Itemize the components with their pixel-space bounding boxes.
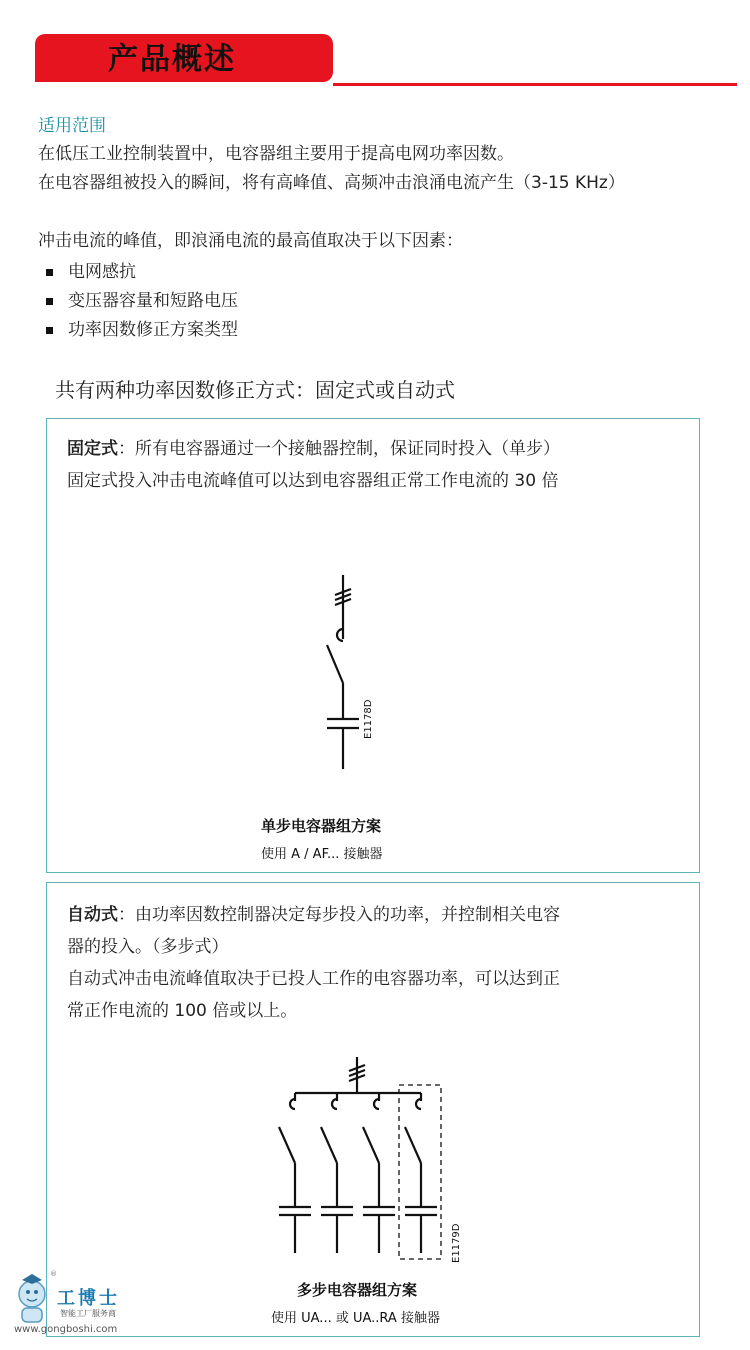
auto-line-4: 常正作电流的 100 倍或以上。 bbox=[67, 1001, 298, 1021]
fixed-caption: 单步电容器组方案 bbox=[261, 817, 382, 835]
scope-label: 适用范围 bbox=[38, 116, 106, 136]
bullet-square-icon bbox=[46, 269, 53, 276]
single-step-capacitor-diagram bbox=[317, 569, 407, 779]
diagram-code: E1178D bbox=[363, 699, 374, 739]
auto-line-2: 器的投入。（多步式） bbox=[67, 937, 229, 957]
list-item: 变压器容量和短路电压 bbox=[46, 287, 238, 316]
diagram-code: E1179D bbox=[451, 1223, 462, 1263]
fixed-line-1: 固定式：所有电容器通过一个接触器控制，保证同时投入（单步） bbox=[67, 439, 560, 459]
header-divider bbox=[333, 83, 737, 86]
page-title: 产品概述 bbox=[108, 42, 236, 77]
auto-term: 自动式 bbox=[67, 905, 118, 925]
multi-step-capacitor-diagram bbox=[275, 1051, 475, 1261]
bullet-square-icon bbox=[46, 327, 53, 334]
modes-title: 共有两种功率因数修正方式：固定式或自动式 bbox=[55, 378, 455, 402]
auto-line-1: 自动式：由功率因数控制器决定每步投入的功率，并控制相关电容 bbox=[67, 905, 560, 925]
auto-line-3: 自动式冲击电流峰值取决于已投人工作的电容器功率，可以达到正 bbox=[67, 969, 560, 989]
registered-mark: ® bbox=[50, 1270, 57, 1278]
factors-intro: 冲击电流的峰值，即浪涌电流的最高值取决于以下因素： bbox=[38, 231, 463, 251]
fixed-subcaption: 使用 A / AF... 接触器 bbox=[261, 847, 383, 862]
bullet-square-icon bbox=[46, 298, 53, 305]
auto-subcaption: 使用 UA... 或 UA..RA 接触器 bbox=[271, 1311, 440, 1326]
scope-line-1: 在低压工业控制装置中，电容器组主要用于提高电网功率因数。 bbox=[38, 144, 514, 164]
watermark-tagline: 智能工厂服务商 bbox=[60, 1309, 116, 1318]
auto-caption: 多步电容器组方案 bbox=[297, 1281, 418, 1299]
factors-list bbox=[46, 258, 238, 345]
scope-line-2: 在电容器组被投入的瞬间，将有高峰值、高频冲击浪涌电流产生（3-15 KHz） bbox=[38, 173, 625, 193]
list-item: 功率因数修正方案类型 bbox=[46, 316, 238, 345]
fixed-mode-box bbox=[46, 418, 700, 873]
watermark-brand: 工博士 bbox=[57, 1288, 120, 1309]
fixed-line-2: 固定式投入冲击电流峰值可以达到电容器组正常工作电流的 30 倍 bbox=[67, 471, 559, 491]
list-item: 电网感抗 bbox=[46, 258, 238, 287]
watermark-url: www.gongboshi.com bbox=[14, 1324, 118, 1335]
fixed-term: 固定式 bbox=[67, 439, 118, 459]
